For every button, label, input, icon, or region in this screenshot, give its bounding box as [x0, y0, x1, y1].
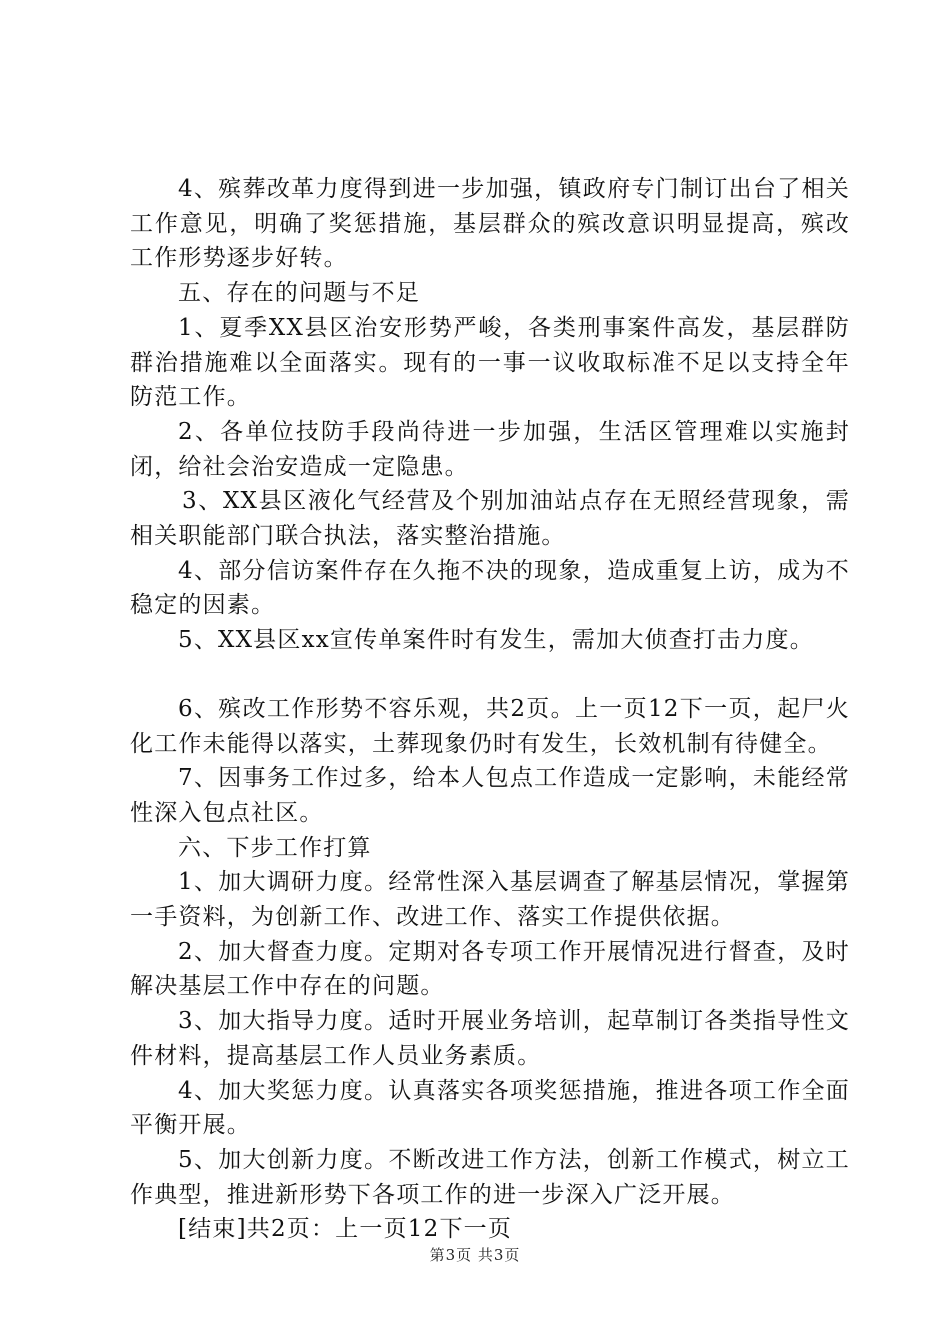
paragraph-plan-3: 3、加大指导力度。适时开展业务培训，起草制订各类指导性文件材料，提高基层工作人员业务素质。 [130, 1008, 850, 1069]
section-heading-problems: 五、存在的问题与不足 [178, 280, 420, 307]
paragraph-plan-1: 1、加大调研力度。经常性深入基层调查了解基层情况，掌握第一手资料，为创新工作、改进工作、落实工作提供依据。 [130, 869, 850, 931]
paragraph-problem-5: 5、XX县区xx宣传单案件时有发生，需加大侦查打击力度。 [178, 627, 814, 654]
paragraph-funeral-reform: 4、殡葬改革力度得到进一步加强，镇政府专门制订出台了相关工作意见，明确了奖惩措施，基层群众的殡改意识明显提高，殡改工作形势逐步好转。 [130, 176, 850, 272]
paragraph-problem-7: 7、因事务工作过多，给本人包点工作造成一定影响，未能经常性深入包点社区。 [130, 765, 850, 826]
paragraph-end-note: [结束]共2页：上一页12下一页 [178, 1216, 513, 1243]
paragraph-problem-3: 3、XX县区液化气经营及个别加油站点存在无照经营现象，需相关职能部门联合执法，落实整治措施。 [130, 488, 850, 550]
paragraph-plan-4: 4、加大奖惩力度。认真落实各项奖惩措施，推进各项工作全面平衡开展。 [130, 1077, 850, 1139]
paragraph-plan-5: 5、加大创新力度。不断改进工作方法，创新工作模式，树立工作典型，推进新形势下各项工作的进一步深入广泛开展。 [130, 1146, 850, 1208]
paragraph-problem-2: 2、各单位技防手段尚待进一步加强，生活区管理难以实施封闭，给社会治安造成一定隐患。 [130, 418, 850, 480]
paragraph-plan-2: 2、加大督查力度。定期对各专项工作开展情况进行督查，及时解决基层工作中存在的问题。 [130, 938, 850, 1000]
document-body [130, 172, 850, 1247]
paragraph-problem-4: 4、部分信访案件存在久拖不决的现象，造成重复上访，成为不稳定的因素。 [130, 557, 850, 619]
page-footer: 第3页 共3页 [429, 1246, 521, 1264]
paragraph-problem-6: 6、殡改工作形势不容乐观，共2页。上一页12下一页，起尸火化工作未能得以落实，土葬现象仍时有发生，长效机制有待健全。 [130, 695, 850, 757]
section-heading-next-steps: 六、下步工作打算 [178, 834, 372, 861]
paragraph-problem-1: 1、夏季XX县区治安形势严峻，各类刑事案件高发，基层群防群治措施难以全面落实。现有的一事一议收取标准不足以支持全年防范工作。 [130, 314, 850, 411]
